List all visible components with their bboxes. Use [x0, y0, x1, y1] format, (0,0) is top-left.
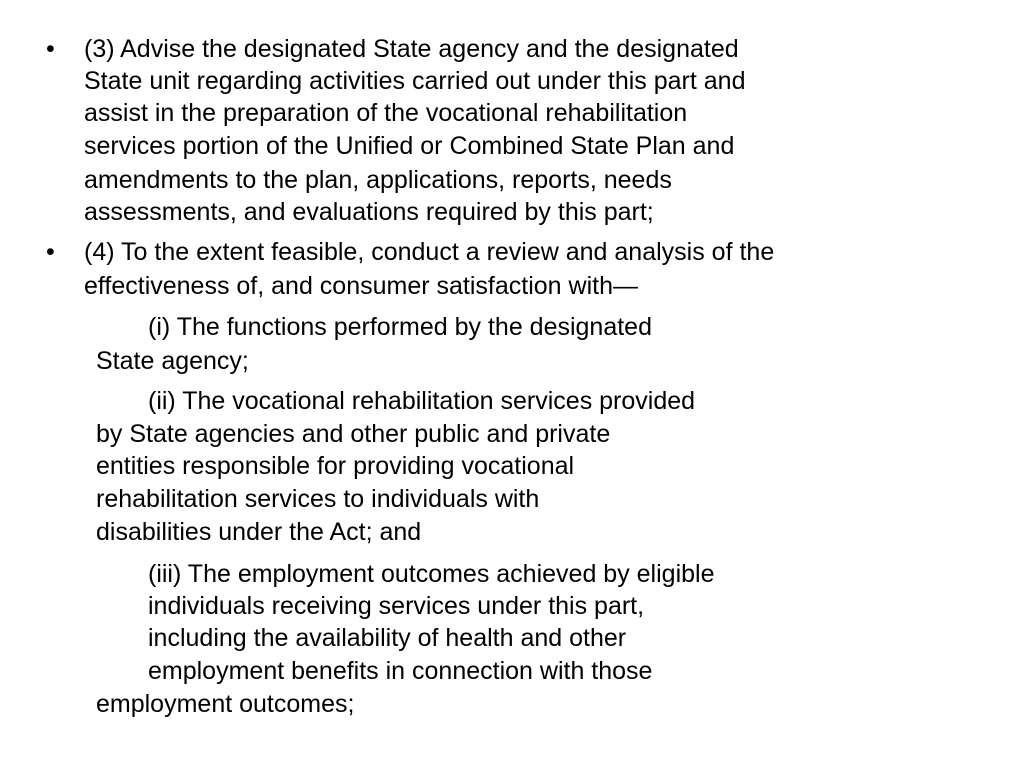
subitem-i-line-1: (i) The functions performed by the designated: [148, 313, 652, 341]
item-3-line-5: amendments to the plan, applications, reports, needs: [84, 166, 672, 194]
item-3-line-2: State unit regarding activities carried out under this part and: [84, 67, 746, 95]
item-3-line-6: assessments, and evaluations required by this part;: [84, 198, 654, 226]
item-4-line-1: (4) To the extent feasible, conduct a review and analysis of the: [84, 238, 775, 266]
subitem-ii-line-5: disabilities under the Act; and: [96, 518, 422, 546]
subitem-ii-line-4: rehabilitation services to individuals with: [96, 485, 540, 513]
item-3-line-1: (3) Advise the designated State agency and the designated: [84, 35, 739, 63]
subitem-iii-line-2: individuals receiving services under this part,: [148, 592, 645, 620]
subitem-iii-line-4: employment benefits in connection with those: [148, 657, 653, 685]
item-3-line-4: services portion of the Unified or Combined State Plan and: [84, 132, 735, 160]
subitem-i-line-2: State agency;: [96, 347, 249, 375]
subitem-iii-line-5: employment outcomes;: [96, 690, 355, 718]
subitem-ii-line-2: by State agencies and other public and private: [96, 420, 611, 448]
bullet-marker: •: [46, 35, 55, 63]
bullet-marker: •: [46, 238, 55, 266]
subitem-iii-line-3: including the availability of health and other: [148, 624, 627, 652]
subitem-ii-line-1: (ii) The vocational rehabilitation services provided: [148, 387, 696, 415]
subitem-ii-line-3: entities responsible for providing vocational: [96, 452, 575, 480]
item-3-line-3: assist in the preparation of the vocational rehabilitation: [84, 99, 688, 127]
item-4-line-2: effectiveness of, and consumer satisfaction with—: [84, 272, 638, 300]
subitem-iii-line-1: (iii) The employment outcomes achieved by eligible: [148, 560, 715, 588]
